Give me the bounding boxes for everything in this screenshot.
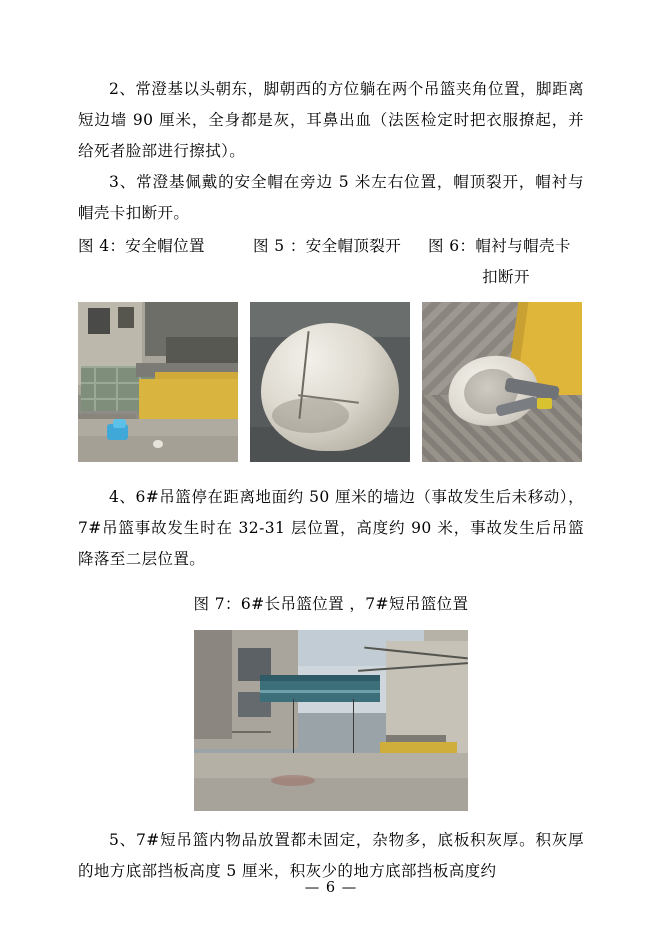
figure-6-caption: 图 6：帽衬与帽壳卡 [428,237,571,255]
figure-row [78,302,584,462]
figure-4-caption: 图 4：安全帽位置 [78,237,205,255]
page-number: — 6 — [304,880,358,896]
paragraph-2: 2、常澄基以头朝东，脚朝西的方位躺在两个吊篮夹角位置，脚距离短边墙 90 厘米，全身都是灰，耳鼻出血（法医检定时把衣服撩起，并给死者脸部进行擦拭）。 [78,80,584,160]
figure-4-image [78,302,238,462]
figure-7-caption: 图 7：6#长吊篮位置 ，7#短吊篮位置 [193,595,469,613]
figure-5-image [250,302,410,462]
paragraph-4: 4、6#吊篮停在距离地面约 50 厘米的墙边（事故发生后未移动），7#吊篮事故发生时在 32-31 层位置，高度约 90 米，事故发生后吊篮降落至二层位置。 [78,488,584,568]
figure-7-image [194,630,468,811]
figure-6-caption-line2: 扣断开 [482,268,530,286]
page-content [78,74,584,887]
paragraph-5: 5、7#短吊篮内物品放置都未固定，杂物多，底板积灰厚。积灰厚的地方底部挡板高度 5 厘米，积灰少的地方底部挡板高度约 [78,831,584,880]
figure-captions-row [78,231,584,262]
paragraph-3: 3、常澄基佩戴的安全帽在旁边 5 米左右位置，帽顶裂开，帽衬与帽壳卡扣断开。 [78,173,584,222]
figure-6-image [422,302,582,462]
figure-5-caption: 图 5 ：安全帽顶裂开 [253,237,402,255]
